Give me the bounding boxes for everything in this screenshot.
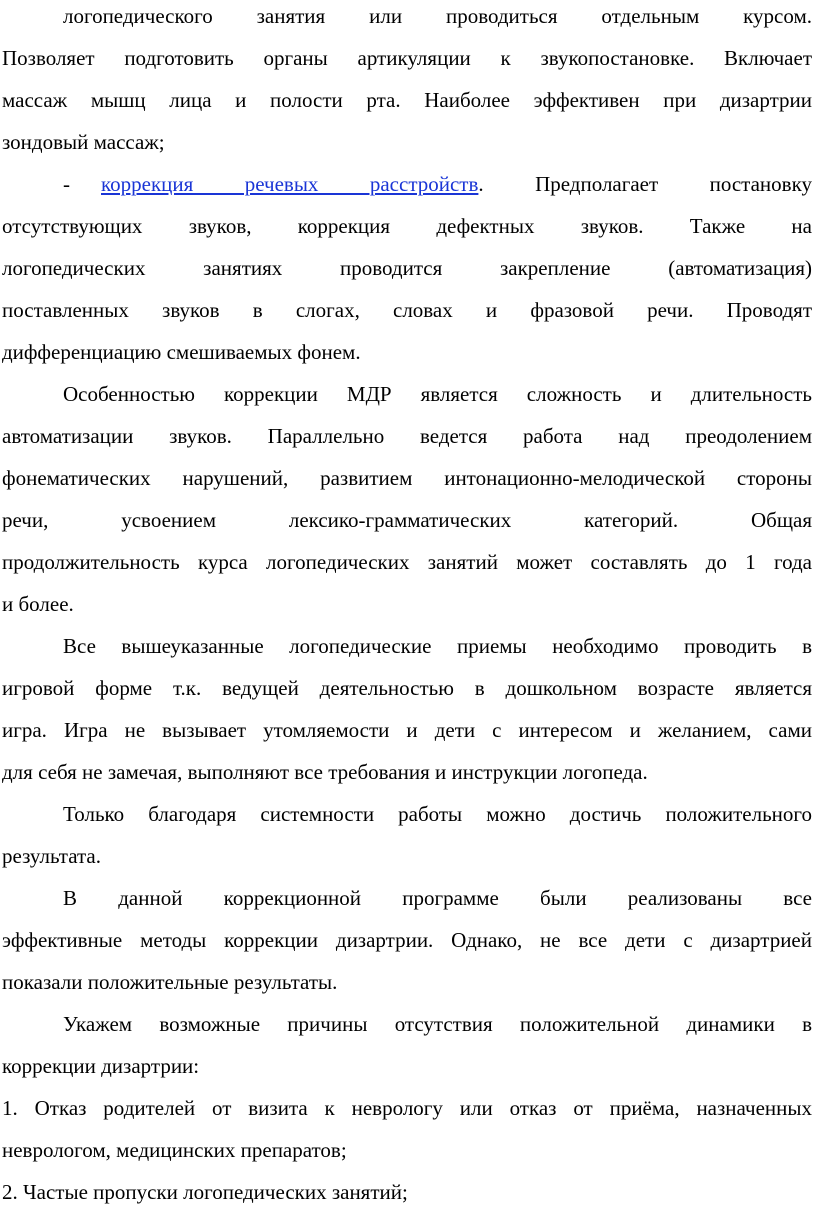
text-line: фонематических нарушений, развитием интонационно-мелодической стороны — [2, 466, 812, 490]
text-line: В данной коррекционной программе были реализованы все — [63, 886, 812, 910]
text-line: игровой форме т.к. ведущей деятельностью в дошкольном возрасте является — [2, 676, 812, 700]
text-line: коррекции дизартрии: — [2, 1054, 200, 1078]
text-line: для себя не замечая, выполняют все требования и инструкции логопеда. — [2, 760, 648, 784]
text-line: Особенностью коррекции МДР является сложность и длительность — [63, 382, 812, 406]
text-line: логопедического занятия или проводиться отдельным курсом. — [63, 4, 812, 28]
text-line: речи, усвоением лексико-грамматических категорий. Общая — [2, 508, 812, 532]
text-line: автоматизации звуков. Параллельно ведется работа над преодолением — [2, 424, 812, 448]
text-line: показали положительные результаты. — [2, 970, 338, 994]
text-line: логопедических занятиях проводится закрепление (автоматизация) — [2, 256, 812, 280]
text-line: отсутствующих звуков, коррекция дефектных звуков. Также на — [2, 214, 812, 238]
text-line: Все вышеуказанные логопедические приемы необходимо проводить в — [63, 634, 812, 658]
text-span: . Предполагает постановку — [478, 172, 812, 196]
correction-link[interactable]: коррекция речевых расстройств — [101, 172, 479, 196]
numbered-item-line: 2. Частые пропуски логопедических занятий; — [2, 1180, 408, 1204]
text-line: эффективные методы коррекции дизартрии. Однако, не все дети с дизартрией — [2, 928, 812, 952]
text-line: неврологом, медицинских препаратов; — [2, 1138, 347, 1162]
text-line: продолжительность курса логопедических занятий может составлять до 1 года — [2, 550, 812, 574]
text-line: дифференциацию смешиваемых фонем. — [2, 340, 361, 364]
list-item-line — [2, 163, 812, 205]
text-line: поставленных звуков в слогах, словах и фразовой речи. Проводят — [2, 298, 812, 322]
text-line: Позволяет подготовить органы артикуляции к звукопостановке. Включает — [2, 46, 812, 70]
text-line: зондовый массаж; — [2, 130, 165, 154]
text-line: массаж мышц лица и полости рта. Наиболее эффективен при дизартрии — [2, 88, 812, 112]
list-dash: - — [63, 172, 70, 196]
text-line: Только благодаря системности работы можно достичь положительного — [63, 802, 812, 826]
text-line: результата. — [2, 844, 101, 868]
numbered-item-line: 1. Отказ родителей от визита к неврологу или отказ от приёма, назначенных — [2, 1096, 812, 1120]
text-line: Укажем возможные причины отсутствия положительной динамики в — [63, 1012, 812, 1036]
text-line: игра. Игра не вызывает утомляемости и дети с интересом и желанием, сами — [2, 718, 812, 742]
text-line: и более. — [2, 592, 74, 616]
